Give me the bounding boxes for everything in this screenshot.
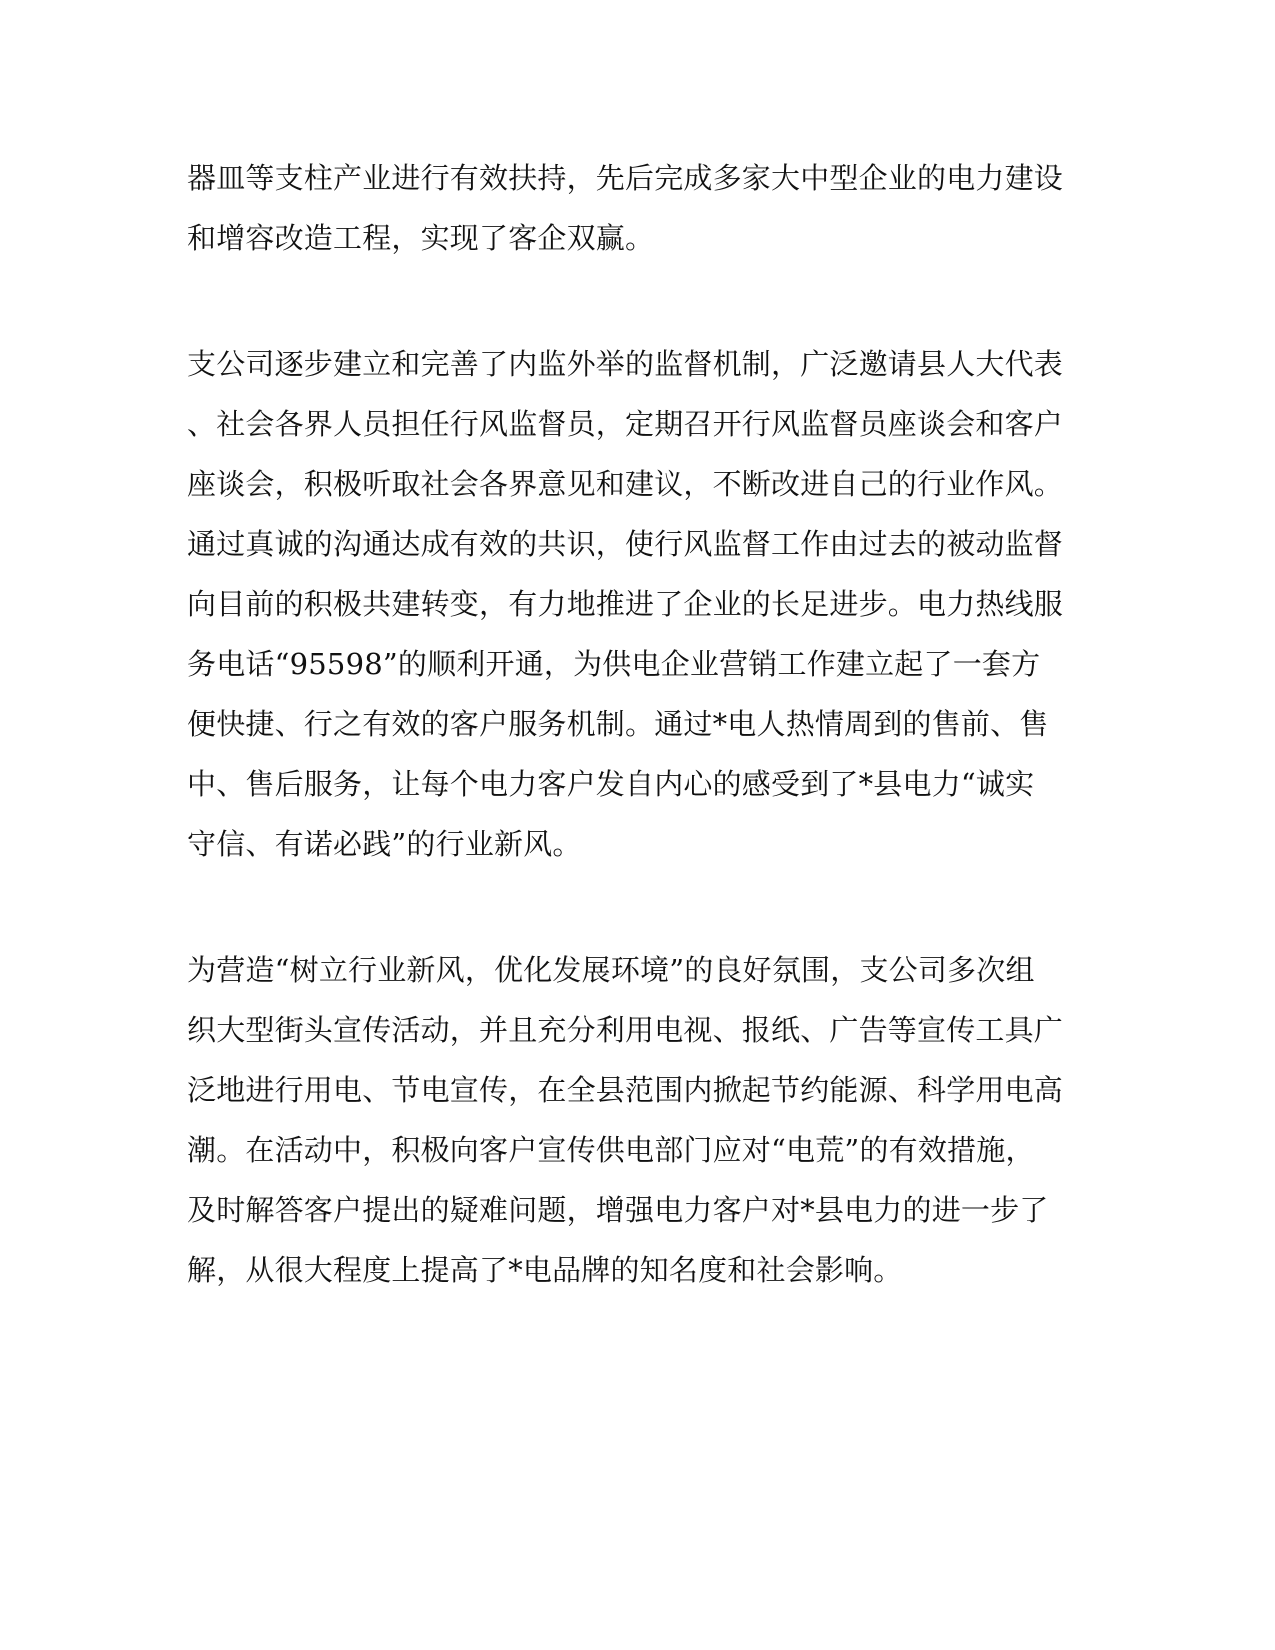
paragraph-line: 通过真诚的沟通达成有效的共识，使行风监督工作由过去的被动监督 <box>187 527 1064 561</box>
paragraph-line: 解，从很大程度上提高了*电品牌的知名度和社会影响。 <box>187 1253 903 1287</box>
paragraph-line: 为营造“树立行业新风，优化发展环境”的良好氛围，支公司多次组 <box>187 953 1035 987</box>
paragraph-line: 泛地进行用电、节电宣传，在全县范围内掀起节约能源、科学用电高 <box>187 1073 1064 1107</box>
paragraph-line: 及时解答客户提出的疑难问题，增强电力客户对*县电力的进一步了 <box>187 1193 1049 1227</box>
paragraph-line: 中、售后服务，让每个电力客户发自内心的感受到了*县电力“诚实 <box>187 767 1035 801</box>
paragraph-line: 向目前的积极共建转变，有力地推进了企业的长足进步。电力热线服 <box>187 587 1064 621</box>
paragraph-line: 座谈会，积极听取社会各界意见和建议，不断改进自己的行业作风。 <box>187 467 1064 501</box>
paragraph-line: 潮。在活动中，积极向客户宣传供电部门应对“电荒”的有效措施， <box>187 1133 1035 1167</box>
paragraph-line: 器皿等支柱产业进行有效扶持，先后完成多家大中型企业的电力建设 <box>187 161 1064 195</box>
paragraph-line: 织大型街头宣传活动，并且充分利用电视、报纸、广告等宣传工具广 <box>187 1013 1064 1047</box>
paragraph-line: 、社会各界人员担任行风监督员，定期召开行风监督员座谈会和客户 <box>187 407 1064 441</box>
paragraph-line: 便快捷、行之有效的客户服务机制。通过*电人热情周到的售前、售 <box>187 707 1049 741</box>
paragraph-line: 和增容改造工程，实现了客企双赢。 <box>187 221 655 255</box>
paragraph-line: 务电话“95598”的顺利开通，为供电企业营销工作建立起了一套方 <box>187 647 1041 681</box>
paragraph-line: 守信、有诺必践”的行业新风。 <box>187 827 582 861</box>
paragraph-line: 支公司逐步建立和完善了内监外举的监督机制，广泛邀请县人大代表 <box>187 347 1064 381</box>
